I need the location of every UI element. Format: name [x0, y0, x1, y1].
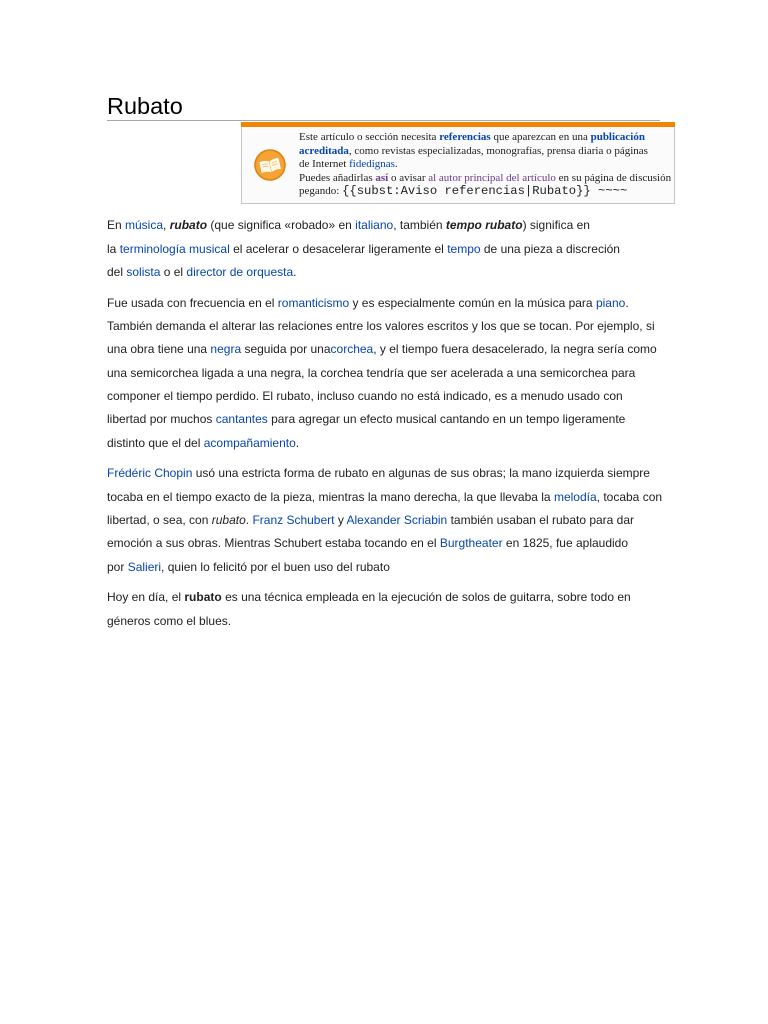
- text-run: la: [107, 241, 120, 256]
- notice-line: [299, 172, 671, 186]
- link-terminologia-musical[interactable]: terminología musical: [119, 241, 230, 256]
- link-solista[interactable]: solista: [126, 264, 161, 279]
- text-run: por: [107, 559, 128, 574]
- text-line: [107, 261, 662, 284]
- text-run: (que significa «robado» en: [207, 218, 356, 233]
- paragraph: [107, 292, 662, 455]
- text-line: [107, 214, 662, 237]
- emphasis-rubato: rubato: [211, 512, 246, 527]
- title-divider: [107, 120, 660, 121]
- paragraph: [107, 586, 662, 633]
- emphasis-tempo-rubato: tempo rubato: [445, 218, 523, 233]
- text-run: que aparezcan en una: [490, 131, 591, 143]
- text-run: usó una estricta forma de rubato en algunas de sus obras; la mano izquierda siempre: [192, 466, 650, 481]
- notice-line: [299, 158, 671, 172]
- notice-accent-bar: [241, 122, 675, 127]
- text-run: libertad, o sea, con: [107, 512, 212, 527]
- text-line: [107, 315, 662, 338]
- link-acompanamiento[interactable]: acompañamiento: [203, 435, 296, 450]
- text-line: [107, 556, 662, 579]
- text-run: .: [295, 435, 300, 450]
- text-run: .: [293, 264, 297, 279]
- text-run: géneros como el blues.: [107, 613, 232, 628]
- paragraph: [107, 214, 662, 284]
- link-referencias[interactable]: referencias: [439, 131, 491, 143]
- text-run: ) significa en: [522, 218, 590, 233]
- text-run: una obra tiene una: [107, 342, 211, 357]
- notice-text: [299, 131, 671, 199]
- text-line: [107, 610, 662, 633]
- link-franz-schubert[interactable]: Franz Schubert: [252, 512, 335, 527]
- link-al-autor-principal-del-articulo[interactable]: al autor principal del artículo: [428, 171, 556, 184]
- link-fidedignas[interactable]: fidedignas: [349, 158, 395, 170]
- link-cantantes[interactable]: cantantes: [215, 412, 268, 427]
- emphasis-rubato: rubato: [184, 590, 222, 605]
- text-run: de una pieza a discreción: [480, 241, 620, 256]
- article-body: [107, 214, 662, 640]
- emphasis-rubato: rubato: [169, 218, 208, 233]
- link-burgtheater[interactable]: Burgtheater: [439, 536, 503, 551]
- link-acreditada[interactable]: acreditada: [299, 144, 349, 157]
- text-run: tocaba en el tiempo exacto de la pieza, mientras la mano derecha, la que llevaba la: [107, 489, 554, 504]
- text-line: [107, 432, 662, 455]
- text-run: libertad por muchos: [107, 412, 216, 427]
- text-line: [107, 462, 662, 485]
- paragraph: [107, 462, 662, 578]
- text-run: componer el tiempo perdido. El rubato, incluso cuando no está indicado, es a menudo usado con: [107, 388, 623, 403]
- text-run: para agregar un efecto musical cantando en un tempo ligeramente: [267, 412, 626, 427]
- text-run: distinto que el del: [107, 435, 204, 450]
- text-line: [107, 238, 662, 261]
- text-line: [107, 408, 662, 431]
- link-negra[interactable]: negra: [210, 342, 242, 357]
- text-line: [107, 586, 662, 609]
- text-run: y es especialmente común en la música para: [349, 295, 596, 310]
- text-run: Puedes añadirlas: [299, 171, 376, 184]
- link-musica[interactable]: música: [125, 218, 164, 233]
- text-run: en su página de discusión: [555, 171, 672, 184]
- text-run: , como revistas especializadas, monografías, prensa diaria o páginas: [348, 144, 648, 157]
- text-run: y: [334, 512, 347, 527]
- text-run: o avisar: [388, 171, 429, 184]
- references-notice-box: [241, 122, 675, 204]
- text-run: el acelerar o desacelerar ligeramente el: [229, 241, 448, 256]
- text-line: [107, 509, 662, 532]
- text-run: o el: [160, 264, 187, 279]
- text-line: [107, 486, 662, 509]
- text-line: [107, 385, 662, 408]
- link-frederic-chopin[interactable]: Frédéric Chopin: [107, 466, 193, 481]
- text-run: .: [394, 158, 398, 170]
- text-run: .: [625, 295, 629, 310]
- text-line: [107, 338, 662, 361]
- text-run: Este artículo o sección necesita: [299, 131, 440, 143]
- text-run: En: [107, 218, 126, 233]
- link-melodia[interactable]: melodía: [553, 489, 597, 504]
- text-run: de Internet: [299, 158, 350, 170]
- text-run: Hoy en día, el: [107, 590, 185, 605]
- template-code: {{subst:Aviso referencias|Rubato}} ~~~~: [342, 184, 628, 198]
- text-run: seguida por una: [241, 342, 331, 357]
- text-run: , también: [393, 218, 446, 233]
- link-piano[interactable]: piano: [595, 295, 626, 310]
- notice-line: [299, 131, 671, 145]
- link-corchea[interactable]: corchea: [330, 342, 374, 357]
- link-salieri[interactable]: Salieri: [127, 559, 162, 574]
- link-asi[interactable]: así: [375, 171, 389, 184]
- text-run: también usaban el rubato para dar: [447, 512, 635, 527]
- link-tempo[interactable]: tempo: [447, 241, 481, 256]
- text-line: [107, 362, 662, 385]
- notice-line: [299, 145, 671, 159]
- text-run: .: [245, 512, 253, 527]
- link-romanticismo[interactable]: romanticismo: [277, 295, 350, 310]
- text-run: Fue usada con frecuencia en el: [107, 295, 278, 310]
- text-run: ,: [163, 218, 170, 233]
- text-run: , quien lo felicitó por el buen uso del rubato: [161, 559, 390, 574]
- link-publicacion[interactable]: publicación: [590, 131, 645, 143]
- text-run: , tocaba con: [596, 489, 663, 504]
- text-run: es una técnica empleada en la ejecución de solos de guitarra, sobre todo en: [221, 590, 631, 605]
- text-line: [107, 532, 662, 555]
- link-italiano[interactable]: italiano: [355, 218, 394, 233]
- book-icon: [253, 148, 287, 182]
- link-alexander-scriabin[interactable]: Alexander Scriabin: [346, 512, 448, 527]
- notice-line: [299, 185, 671, 199]
- page-title: Rubato: [107, 93, 183, 119]
- text-run: en 1825, fue aplaudido: [502, 536, 629, 551]
- text-run: pegando:: [299, 185, 343, 197]
- text-run: del: [107, 264, 127, 279]
- text-run: una semicorchea ligada a una negra, la corchea tendría que ser acelerada a una semicorchea para: [107, 365, 636, 380]
- link-director-de-orquesta[interactable]: director de orquesta: [186, 264, 294, 279]
- text-run: También demanda el alterar las relaciones entre los valores escritos y los que se tocan. Por ejemplo, si: [107, 319, 655, 334]
- text-line: [107, 292, 662, 315]
- text-run: emoción a sus obras. Mientras Schubert estaba tocando en el: [107, 536, 440, 551]
- text-run: , y el tiempo fuera desacelerado, la negra sería como: [373, 342, 657, 357]
